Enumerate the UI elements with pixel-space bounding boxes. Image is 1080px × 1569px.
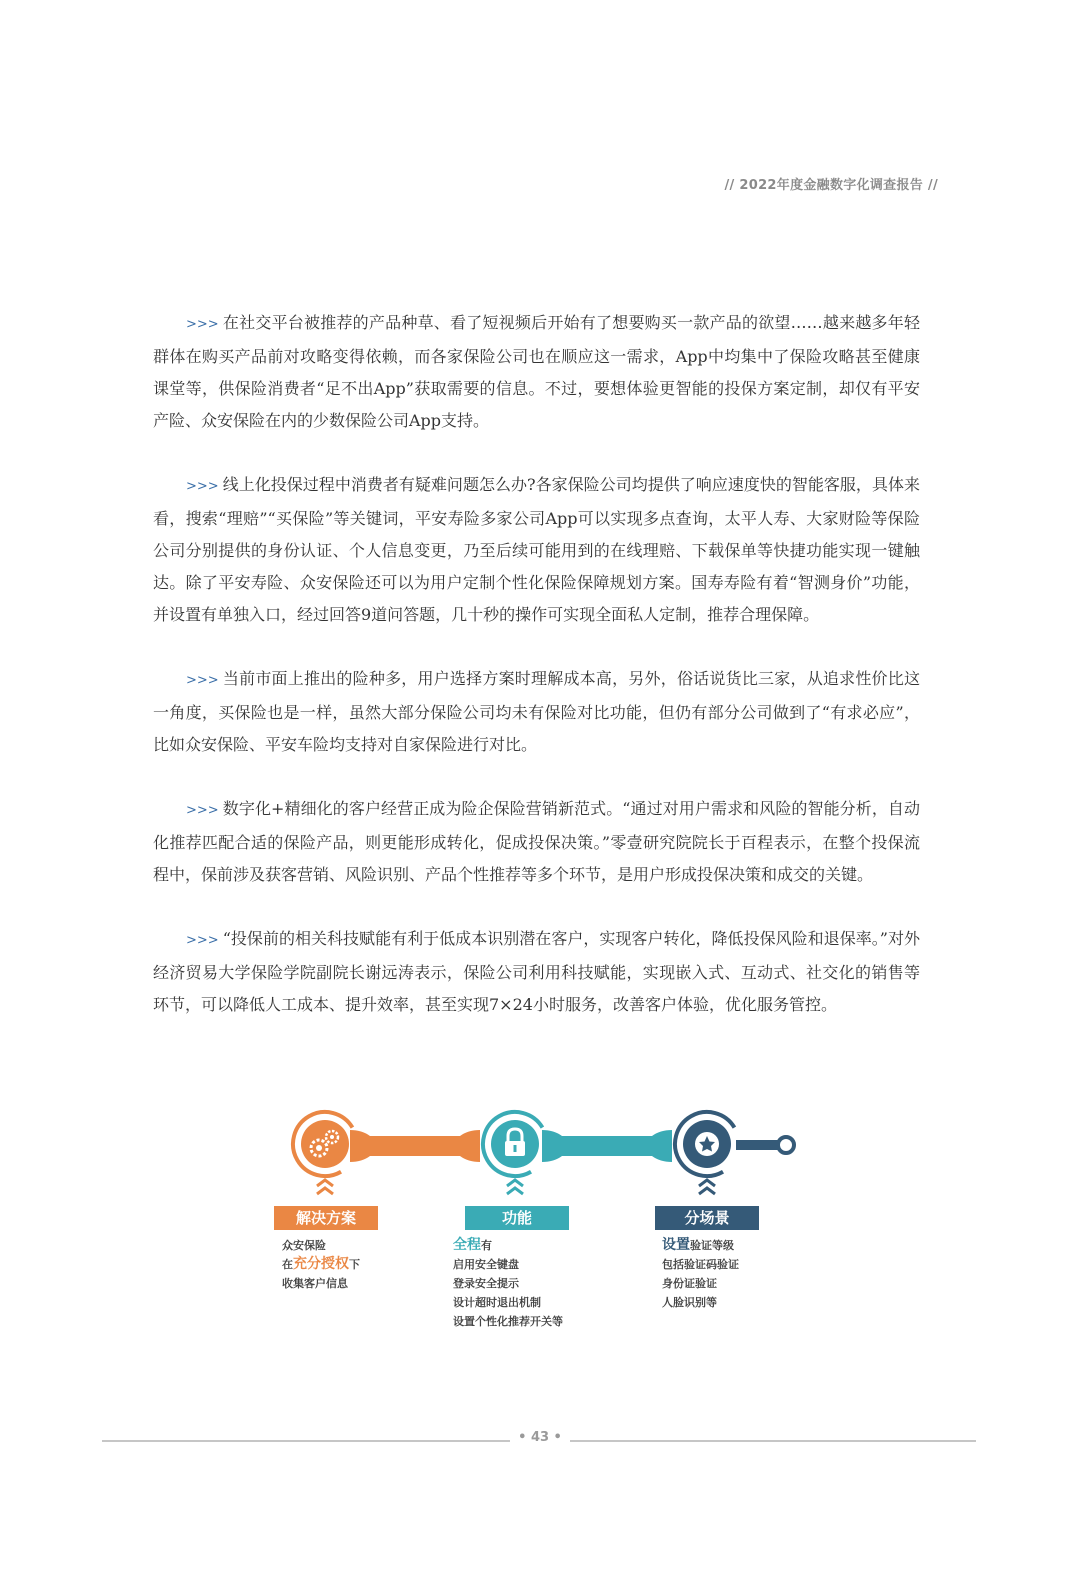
paragraph-marker: >>> bbox=[186, 673, 219, 688]
paragraph-text: 在社交平台被推荐的产品种草、看了短视频后开始有了想要购买一款产品的欲望……越来越多年轻群体在购买产品前对攻略变得依赖，而各家保险公司也在顺应这一需求，App中均集中了保险攻略甚至健康课堂等，供保险消费者“足不出App”获取需要的信息。不过，要想体验更智能的投保方案定制，却仅有平安产险、众安保险在内的少数保险公司App支持。 bbox=[153, 313, 920, 430]
paragraph bbox=[153, 663, 920, 761]
desc-line: 设置个性化推荐开关等 bbox=[453, 1315, 563, 1328]
desc-line: 登录安全提示 bbox=[453, 1277, 519, 1290]
page-number: • 43 • bbox=[518, 1430, 562, 1445]
connector-orange bbox=[350, 1130, 480, 1162]
paragraph-marker: >>> bbox=[186, 803, 219, 818]
column-label-function: 功能 bbox=[465, 1206, 569, 1230]
column-desc-solution bbox=[282, 1236, 360, 1293]
paragraph bbox=[153, 469, 920, 631]
paragraph-marker: >>> bbox=[186, 933, 219, 948]
desc-line: 设置验证等级 bbox=[662, 1237, 734, 1253]
desc-line: 在充分授权下 bbox=[282, 1256, 360, 1272]
desc-line: 身份证验证 bbox=[662, 1277, 717, 1290]
column-label-scenario: 分场景 bbox=[655, 1206, 759, 1230]
desc-line: 人脸识别等 bbox=[662, 1296, 717, 1309]
paragraph bbox=[153, 307, 920, 437]
desc-line: 收集客户信息 bbox=[282, 1277, 348, 1290]
paragraph bbox=[153, 923, 920, 1021]
chevron-up-icon bbox=[317, 1180, 715, 1194]
paragraph-text: “投保前的相关科技赋能有利于低成本识别潜在客户，实现客户转化，降低投保风险和退保率。”对外经济贸易大学保险学院副院长谢远涛表示，保险公司利用科技赋能，实现嵌入式、互动式、社交化的销售等环节，可以降低人工成本、提升效率，甚至实现7×24小时服务，改善客户体验，优化服务管控。 bbox=[153, 929, 920, 1014]
end-node-icon bbox=[778, 1137, 794, 1153]
paragraph-marker: >>> bbox=[186, 479, 219, 494]
desc-line: 全程有 bbox=[453, 1237, 492, 1253]
connector-navy bbox=[736, 1140, 778, 1150]
paragraph-text: 当前市面上推出的险种多，用户选择方案时理解成本高，另外，俗话说货比三家，从追求性价比这一角度，买保险也是一样，虽然大部分保险公司均未有保险对比功能，但仍有部分公司做到了“有求必应”，比如众安保险、平安车险均支持对自家保险进行对比。 bbox=[153, 669, 920, 754]
paragraph-marker: >>> bbox=[186, 317, 219, 332]
footer-rule-right bbox=[570, 1440, 976, 1442]
paragraph bbox=[153, 793, 920, 891]
desc-line: 启用安全键盘 bbox=[453, 1258, 519, 1271]
article-body bbox=[153, 307, 920, 1053]
process-diagram bbox=[270, 1106, 810, 1336]
paragraph-text: 线上化投保过程中消费者有疑难问题怎么办?各家保险公司均提供了响应速度快的智能客服，具体来看，搜索“理赔”“买保险”等关键词，平安寿险多家公司App可以实现多点查询，太平人寿、大家财险等保险公司分别提供的身份认证、个人信息变更，乃至后续可能用到的在线理赔、下载保单等快捷功能实现一键触达。除了平安寿险、众安保险还可以为用户定制个性化保险保障规划方案。国寿寿险有着“智测身价”功能，并设置有单独入口，经过回答9道问答题，几十秒的操作可实现全面私人定制，推荐合理保障。 bbox=[153, 475, 920, 624]
footer-rule-left bbox=[102, 1440, 510, 1442]
desc-line: 众安保险 bbox=[282, 1239, 326, 1252]
report-header: // 2022年度金融数字化调查报告 // bbox=[724, 178, 938, 193]
connector-teal bbox=[542, 1130, 672, 1162]
paragraph-text: 数字化+精细化的客户经营正成为险企保险营销新范式。“通过对用户需求和风险的智能分析，自动化推荐匹配合适的保险产品，则更能形成转化，促成投保决策。”零壹研究院院长于百程表示，在整个投保流程中，保前涉及获客营销、风险识别、产品个性推荐等多个环节，是用户形成投保决策和成交的关键。 bbox=[153, 799, 920, 884]
column-desc-scenario bbox=[662, 1236, 739, 1312]
desc-line: 包括验证码验证 bbox=[662, 1258, 739, 1271]
column-desc-function bbox=[453, 1236, 563, 1331]
process-track bbox=[270, 1106, 810, 1206]
column-label-solution: 解决方案 bbox=[274, 1206, 378, 1230]
desc-line: 设计超时退出机制 bbox=[453, 1296, 541, 1309]
